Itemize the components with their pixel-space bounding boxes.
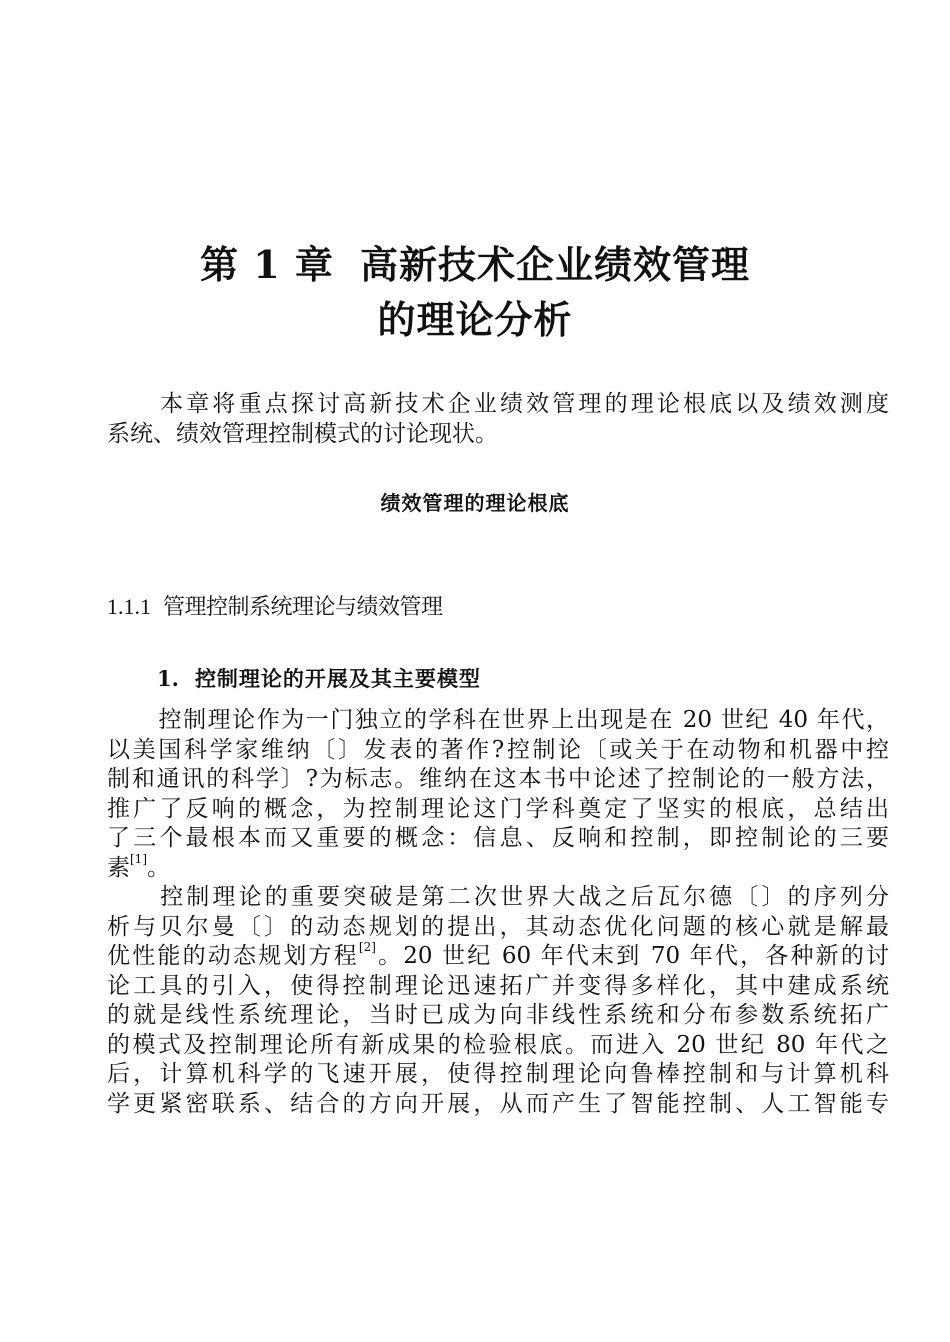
paragraph-1-line-1: 控制理论作为一门独立的学科在世界上出现是在 20 世纪 40 年代， (157, 707, 889, 733)
reference-1: [1] (130, 851, 147, 866)
intro-line-2: 系统、绩效管理控制模式的讨论现状。 (107, 420, 498, 447)
chapter-title-line-2: 的理论分析 (377, 297, 573, 342)
subsubsection-number: 1. (157, 666, 179, 691)
paragraph-1-line-6: 素[1]。 (107, 851, 170, 881)
chapter-title-line-1 (0, 237, 950, 293)
paragraph-2-line-5: 的就是线性系统理论，当时已成为向非线性系统和分布参数系统拓广 (107, 1002, 889, 1028)
paragraph-1-line-3: 制和通讯的科学〕?为标志。维纳在这本书中论述了控制论的一般方法， (107, 766, 889, 792)
paragraph-2-line-7: 后，计算机科学的飞速开展，使得控制理论向鲁棒控制和与计算机科 (107, 1061, 889, 1087)
subsubsection-title: 控制理论的开展及其主要模型 (194, 666, 481, 691)
subsection-heading (107, 591, 443, 624)
paragraph-2-line-8: 学更紧密联系、结合的方向开展，从而产生了智能控制、人工智能专 (107, 1090, 889, 1117)
subsubsection-heading (157, 663, 481, 695)
paragraph-1-line-2: 以美国科学家维纳〔〕发表的著作?控制论〔或关于在动物和机器中控 (107, 736, 889, 763)
chapter-title-main: 高新技术企业绩效管理 (359, 242, 750, 287)
paragraph-2-line-4: 论工具的引入，使得控制理论迅速拓广并变得多样化，其中建成系统 (107, 972, 889, 999)
paragraph-2-line-3: 优性能的动态规划方程[2]。20 世纪 60 年代末到 70 年代，各种新的讨 (107, 942, 889, 969)
body-text (107, 706, 889, 1119)
chapter-number: 第 1 章 (200, 242, 334, 287)
reference-2: [2] (358, 942, 376, 955)
paragraph-1-line-4: 推广了反响的概念，为控制理论这门学科奠定了坚实的根底，总结出 (107, 795, 889, 822)
paragraph-1-line-5: 了三个最根本而又重要的概念：信息、反响和控制，即控制论的三要 (107, 825, 889, 851)
intro-paragraph (107, 390, 889, 449)
subsection-title: 管理控制系统理论与绩效管理 (163, 595, 443, 620)
subsection-number: 1.1.1 (107, 594, 151, 619)
paragraph-2-line-2: 析与贝尔曼〔〕的动态规划的提出，其动态优化问题的核心就是解最 (107, 913, 889, 940)
section-title: 绩效管理的理论根底 (380, 491, 570, 515)
intro-line-1: 本章将重点探讨高新技术企业绩效管理的理论根底以及绩效测度 (157, 391, 889, 417)
paragraph-2-line-6: 的模式及控制理论所有新成果的检验根底。而进入 20 世纪 80 年代之 (107, 1031, 889, 1058)
paragraph-2-line-1: 控制理论的重要突破是第二次世界大战之后瓦尔德〔〕的序列分 (157, 884, 889, 910)
